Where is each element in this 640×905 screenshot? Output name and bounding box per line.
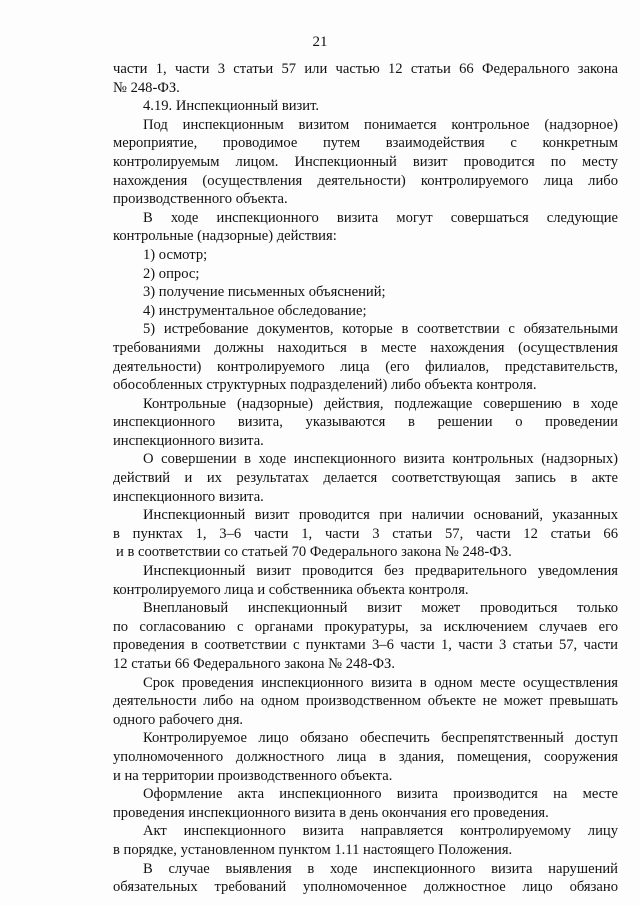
text-line: в порядке, установленном пунктом 1.11 настоящего Положения. [113, 841, 513, 858]
text-line: Контрольные (надзорные) действия, подлежащие совершению в ходе [143, 395, 618, 412]
text-line: 1) осмотр; [143, 246, 208, 263]
text-line: по согласованию с органами прокуратуры, за исключением случаев его [113, 618, 618, 635]
text-line: обособленных структурных подразделений) либо объекта контроля. [113, 377, 537, 394]
text-line: О совершении в ходе инспекционного визита контрольных (надзорных) [143, 451, 618, 468]
text-line: требованиями должны находиться в месте нахождения (осуществления [113, 339, 618, 356]
text-line: производственного объекта. [113, 191, 288, 208]
text-line: уполномоченного должностного лица в здания, помещения, сооружения [113, 748, 618, 765]
text-line: 2) опрос; [143, 265, 200, 282]
text-line: обязательных требований уполномоченное должностное лицо обязано [113, 879, 618, 896]
text-line: деятельности либо на одном производственном объекте не может превышать [113, 693, 618, 710]
body-text [113, 60, 618, 897]
text-line: Под инспекционным визитом понимается контрольное (надзорное) [143, 116, 618, 133]
text-line: 3) получение письменных объяснений; [143, 284, 386, 301]
text-line: 12 статьи 66 Федерального закона № 248-ФЗ. [113, 656, 395, 672]
text-line: Акт инспекционного визита направляется контролируемому лицу [143, 823, 618, 840]
text-line: 4) инструментальное обследование; [143, 302, 367, 319]
text-line: В случае выявления в ходе инспекционного визита нарушений [143, 860, 618, 877]
text-line: контролируемого лица и собственника объекта контроля. [113, 581, 469, 598]
text-line: контрольные (надзорные) действия: [113, 228, 337, 245]
text-line: Внеплановый инспекционный визит может проводиться только [143, 600, 618, 617]
text-line: в пунктах 1, 3–6 части 1, части 3 статьи 57, части 12 статьи 66 [113, 525, 618, 542]
text-line: деятельности) контролируемого лица (его филиалов, представительств, [113, 358, 618, 375]
text-line: Инспекционный визит проводится при наличии оснований, указанных [143, 507, 618, 524]
text-line: и на территории производственного объекта. [113, 767, 393, 784]
page-number: 21 [312, 34, 328, 50]
text-line: инспекционного визита. [113, 432, 264, 449]
text-line: проведения инспекционного визита в день окончания его проведения. [113, 804, 549, 821]
text-line: 4.19. Инспекционный визит. [143, 98, 320, 115]
text-line: Срок проведения инспекционного визита в одном месте осуществления [143, 674, 618, 691]
text-line: действий и их результатах делается соответствующая запись в акте [113, 470, 618, 487]
text-line: нахождения (осуществления деятельности) контролируемого лица либо [113, 172, 618, 189]
text-line: инспекционного визита. [113, 488, 264, 505]
text-line: инспекционного визита, указываются в решении о проведении [113, 414, 618, 431]
text-line: Оформление акта инспекционного визита производится на месте [143, 786, 618, 803]
text-line: В ходе инспекционного визита могут совершаться следующие [143, 209, 618, 226]
text-line: Инспекционный визит проводится без предварительного уведомления [143, 563, 618, 580]
text-line: части 1, части 3 статьи 57 или частью 12 статьи 66 Федерального закона [113, 61, 618, 77]
text-line: проведения в соответствии с пунктами 3–6 части 1, части 3 статьи 57, части [113, 637, 618, 654]
text-line: 5) истребование документов, которые в соответствии с обязательными [143, 321, 618, 338]
text-line: контролируемым лицом. Инспекционный визит проводится по месту [113, 153, 618, 170]
text-line: Контролируемое лицо обязано обеспечить беспрепятственный доступ [143, 730, 618, 747]
text-line: одного рабочего дня. [113, 711, 244, 728]
text-line: мероприятие, проводимое путем взаимодействия с конкретным [113, 135, 618, 152]
text-line: и в соответствии со статьей 70 Федерального закона № 248-ФЗ. [116, 544, 512, 561]
text-line: № 248-ФЗ. [113, 79, 180, 96]
